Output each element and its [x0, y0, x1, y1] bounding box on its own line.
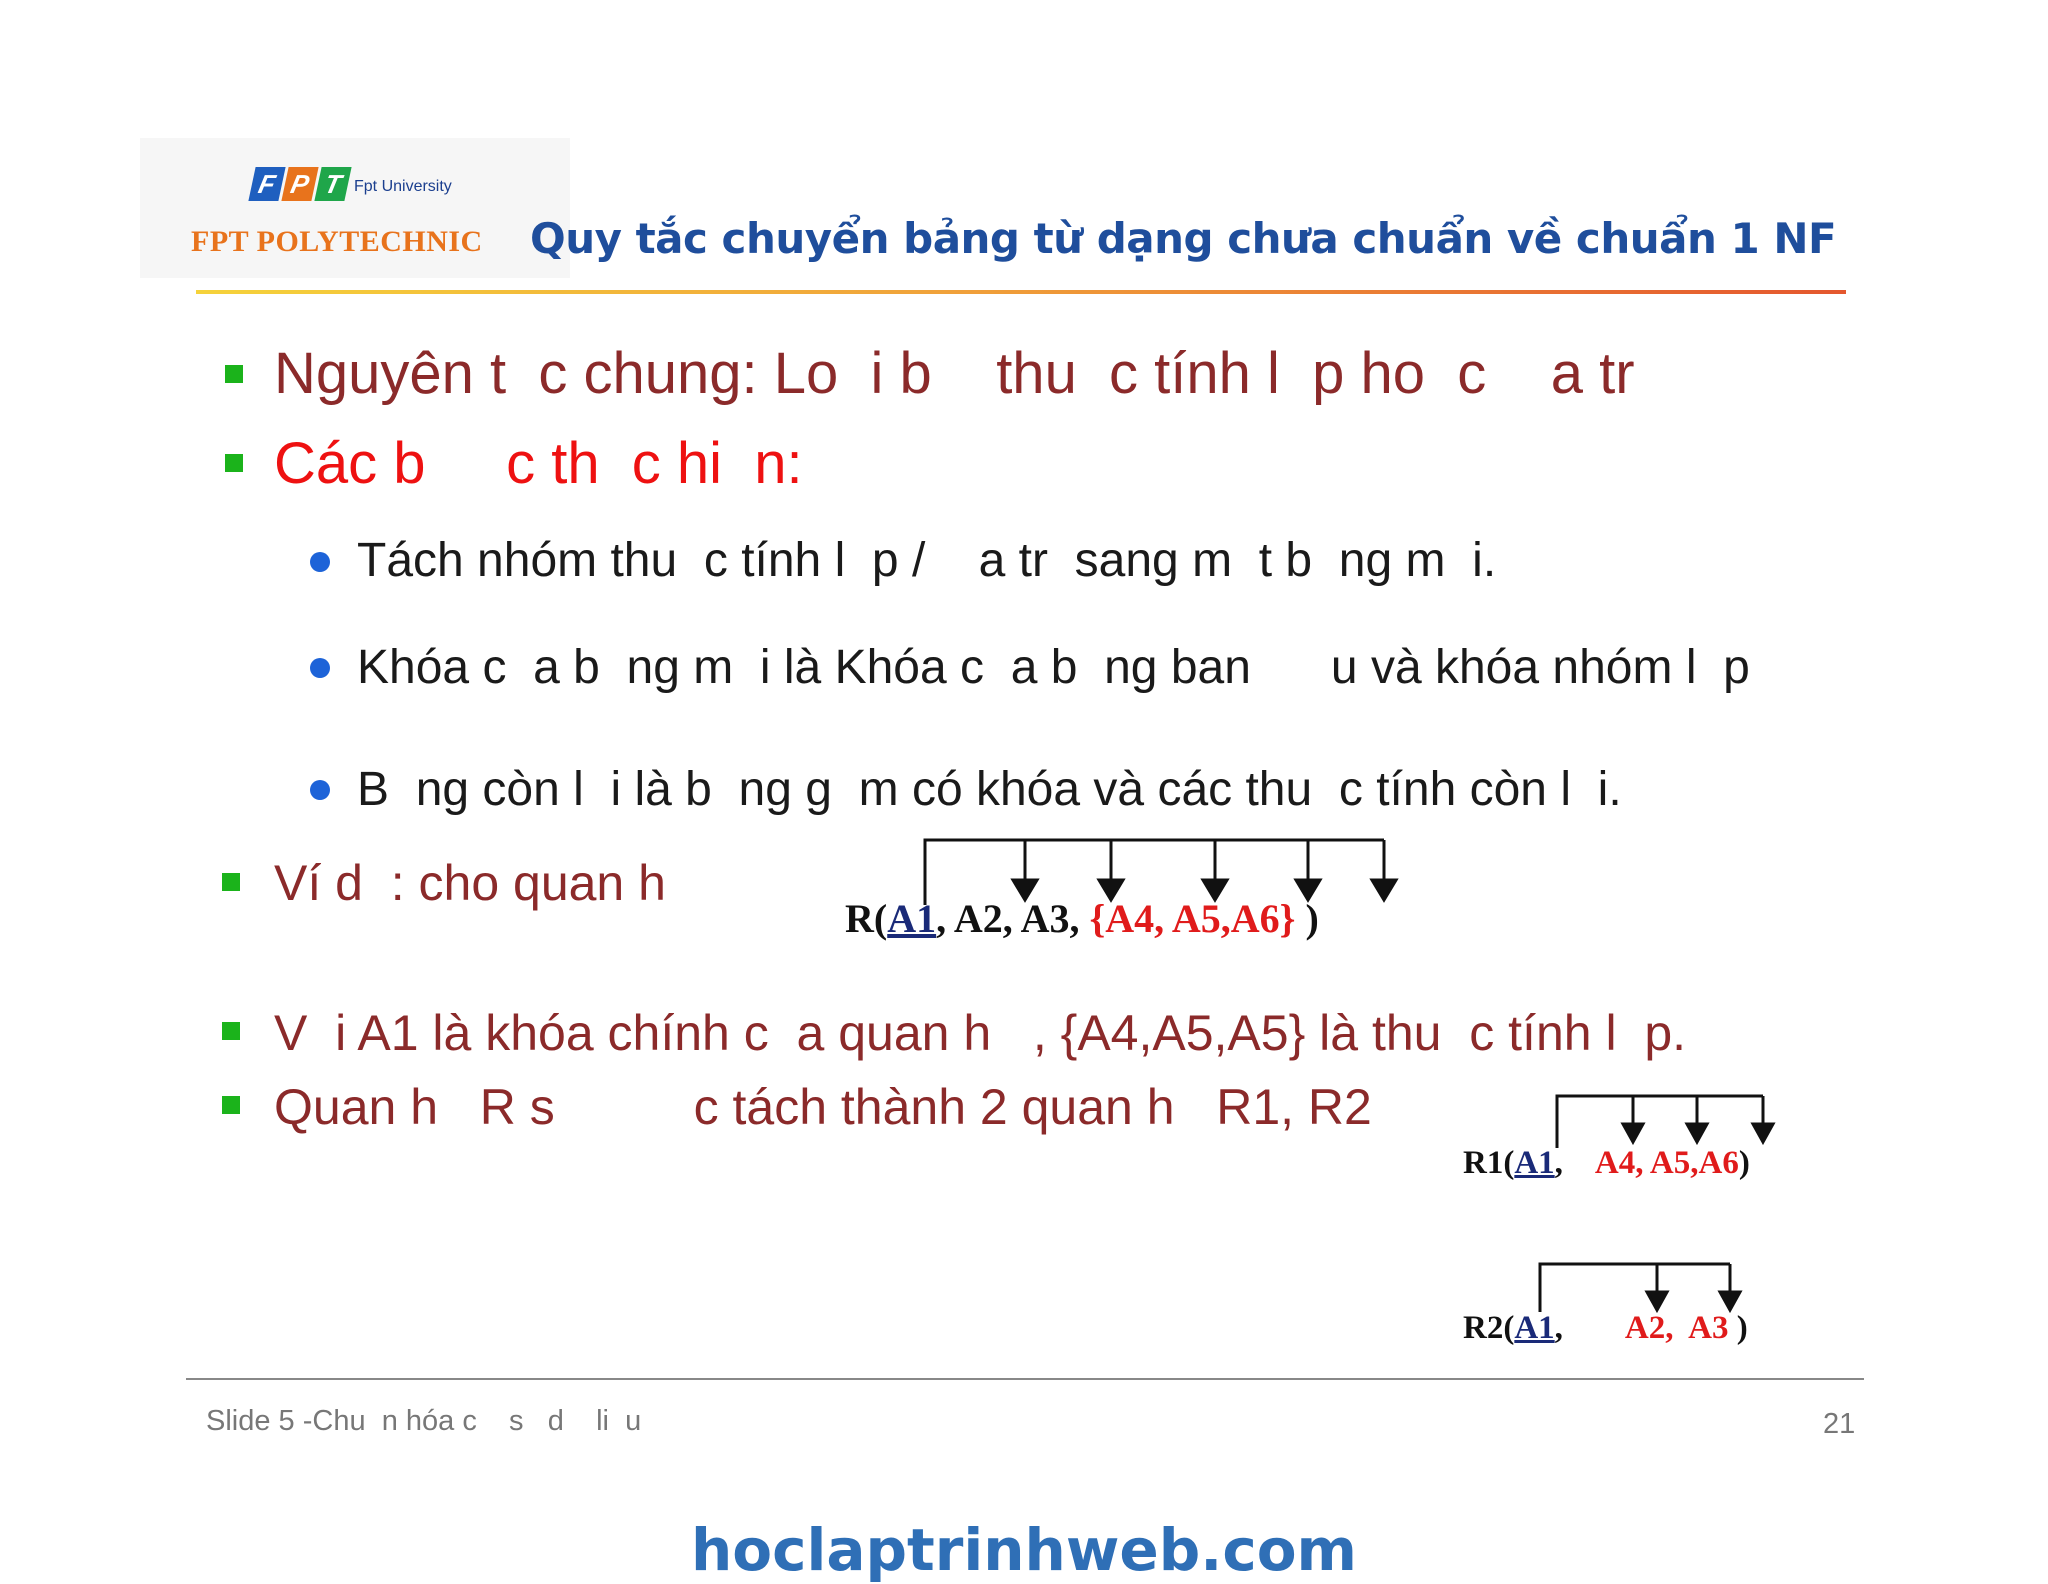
step-1: Tách nhóm thu c tính l p / a tr sang m t b ng m i.	[357, 534, 1497, 587]
blue-dot-bullet	[310, 658, 330, 678]
footer-slide-label: Slide 5 -Chu n hóa c s d li u	[206, 1405, 642, 1437]
title-divider	[196, 290, 1846, 294]
step-3: B ng còn l i là b ng g m có khóa và các thu c tính còn l i.	[357, 763, 1622, 816]
fpt-logo-letter: F	[248, 167, 285, 201]
page-number: 21	[1823, 1408, 1856, 1440]
green-square-bullet	[225, 365, 243, 383]
brand-name: FPT POLYTECHNIC	[191, 225, 483, 258]
repeating-group: A2, A3	[1624, 1310, 1729, 1346]
green-square-bullet	[222, 1022, 240, 1040]
relation-close: )	[1728, 1310, 1748, 1346]
green-square-bullet	[222, 1096, 240, 1114]
university-label: Fpt University	[354, 178, 452, 195]
site-watermark: hoclaptrinhweb.com	[691, 1516, 1357, 1584]
primary-key: A1	[1514, 1310, 1555, 1346]
repeating-group: A4, A5,A6	[1594, 1145, 1739, 1181]
footer-divider	[186, 1378, 1864, 1380]
bullet-example: Ví d : cho quan h	[274, 855, 666, 911]
fpt-logo-letter: P	[281, 167, 318, 201]
relation-close: )	[1295, 896, 1319, 941]
relation-r2	[1463, 1310, 1748, 1347]
relation-name: R(	[845, 896, 888, 941]
slide-title: Quy tắc chuyển bảng từ dạng chưa chuẩn về chuẩn 1 NF	[530, 214, 1837, 263]
fpt-logo-letter: T	[314, 167, 351, 201]
relation-name: R1(	[1463, 1145, 1515, 1181]
fpt-logo	[252, 167, 348, 201]
separator: ,	[1554, 1145, 1563, 1181]
simple-attributes: , A2, A3,	[936, 896, 1090, 941]
step-2: Khóa c a b ng m i là Khóa c a b ng ban u và khóa nhóm l p	[357, 641, 1750, 694]
relation-name: R2(	[1463, 1310, 1515, 1346]
primary-key: A1	[887, 896, 937, 941]
repeating-group: {A4, A5,A6}	[1089, 896, 1296, 941]
green-square-bullet	[225, 454, 243, 472]
blue-dot-bullet	[310, 552, 330, 572]
primary-key: A1	[1514, 1145, 1555, 1181]
relation-close: )	[1738, 1145, 1750, 1181]
bullet-key-note: V i A1 là khóa chính c a quan h , {A4,A5,A5} là thu c tính l p.	[274, 1005, 1687, 1061]
relation-r	[845, 895, 1319, 942]
bullet-steps: Các b c th c hi n:	[274, 431, 803, 496]
separator: ,	[1554, 1310, 1563, 1346]
blue-dot-bullet	[310, 780, 330, 800]
bullet-principle: Nguyên t c chung: Lo i b thu c tính l p ho c a tr	[274, 341, 1635, 406]
green-square-bullet	[222, 873, 240, 891]
bullet-split: Quan h R s c tách thành 2 quan h R1, R2	[274, 1079, 1372, 1135]
relation-r1	[1463, 1145, 1750, 1182]
